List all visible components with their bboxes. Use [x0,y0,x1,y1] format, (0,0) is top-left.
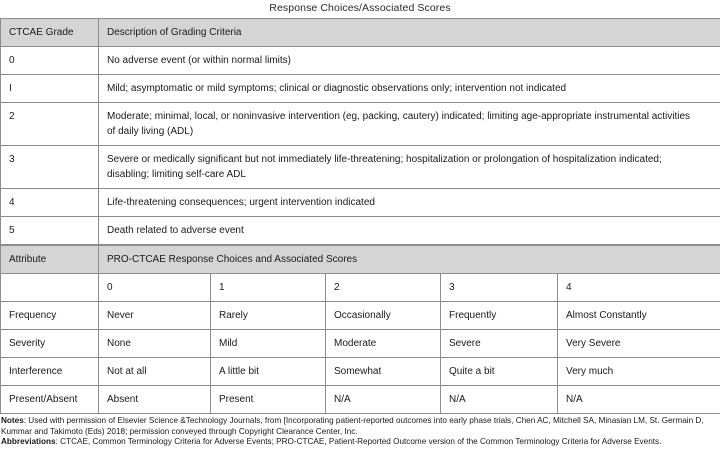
ctcae-grade-value: 0 [1,47,99,75]
figure-caption: Response Choices/Associated Scores [269,2,451,14]
attribute-name: Interference [1,358,99,386]
score-columns-row [1,274,720,302]
score-column-4: 4 [558,274,720,302]
ctcae-grade-description: No adverse event (or within normal limits) [99,47,720,75]
footnotes [0,414,720,448]
ctcae-grade-value: I [1,75,99,103]
response-choice: N/A [326,386,441,414]
response-choice: Quite a bit [441,358,558,386]
response-choice: None [99,330,211,358]
ctcae-grade-description: Death related to adverse event [99,217,720,245]
response-choice: Moderate [326,330,441,358]
table-row [1,103,720,146]
abbreviations-line [1,437,718,448]
table-row [1,358,720,386]
response-choice: Mild [211,330,326,358]
ctcae-grade-value: 2 [1,103,99,146]
response-scores-header: PRO-CTCAE Response Choices and Associated Scores [99,246,720,274]
score-column-0: 0 [99,274,211,302]
notes-line [1,416,718,437]
table-row [1,189,720,217]
ctcae-grade-value: 4 [1,189,99,217]
table-row [1,386,720,414]
ctcae-grade-description: Severe or medically significant but not immediately life-threatening; hospitalization or prolongation of hospitalization indicated; disabling; limiting self-care ADL [99,146,720,189]
response-choice: N/A [558,386,720,414]
table-row [1,330,720,358]
ctcae-grade-description: Life-threatening consequences; urgent intervention indicated [99,189,720,217]
table-row [1,217,720,245]
response-choice: Somewhat [326,358,441,386]
response-choice: Rarely [211,302,326,330]
score-column-2: 2 [326,274,441,302]
abbreviations-text: : CTCAE, Common Terminology Criteria for Adverse Events; PRO-CTCAE, Patient-Reported Outcome version of the Common Terminology Criteria for Adverse Events. [55,437,662,447]
table-row [1,47,720,75]
score-column-spacer [1,274,99,302]
score-column-3: 3 [441,274,558,302]
response-choice: Very Severe [558,330,720,358]
response-choice: Never [99,302,211,330]
ctcae-description-header: Description of Grading Criteria [99,19,720,47]
attribute-name: Severity [1,330,99,358]
table-row [1,75,720,103]
table-row [1,302,720,330]
notes-text: : Used with permission of Elsevier Science &Technology Journals, from [Incorporating patient-reported outcomes into early phase trials, Chen AC, Mitchell SA, Minasian LM, St. Germain D, Kummar and Takimoto (Eds) 2018; permission conveyed through Copyright Clearance Center, Inc. [1,416,704,436]
pro-ctcae-header-row [1,246,720,274]
response-choice: Very much [558,358,720,386]
ctcae-grading-table [0,18,720,245]
response-choice: N/A [441,386,558,414]
ctcae-grade-value: 3 [1,146,99,189]
table-row [1,146,720,189]
response-choice: Present [211,386,326,414]
ctcae-grade-description: Moderate; minimal, local, or noninvasive intervention (eg, packing, cautery) indicated; limiting age-appropriate instrumental activities of daily living (ADL) [99,103,720,146]
response-choice: Not at all [99,358,211,386]
attribute-name: Frequency [1,302,99,330]
response-choice: Absent [99,386,211,414]
ctcae-grade-description: Mild; asymptomatic or mild symptoms; clinical or diagnostic observations only; intervention not indicated [99,75,720,103]
attribute-name: Present/Absent [1,386,99,414]
ctcae-grade-header: CTCAE Grade [1,19,99,47]
pro-ctcae-response-table [0,245,720,414]
attribute-header: Attribute [1,246,99,274]
ctcae-grade-value: 5 [1,217,99,245]
response-choice: Frequently [441,302,558,330]
score-column-1: 1 [211,274,326,302]
response-choice: Almost Constantly [558,302,720,330]
response-choice: A little bit [211,358,326,386]
abbreviations-label: Abbreviations [1,437,56,447]
response-choice: Severe [441,330,558,358]
ctcae-header-row [1,19,720,47]
response-choice: Occasionally [326,302,441,330]
notes-label: Notes [1,416,24,425]
